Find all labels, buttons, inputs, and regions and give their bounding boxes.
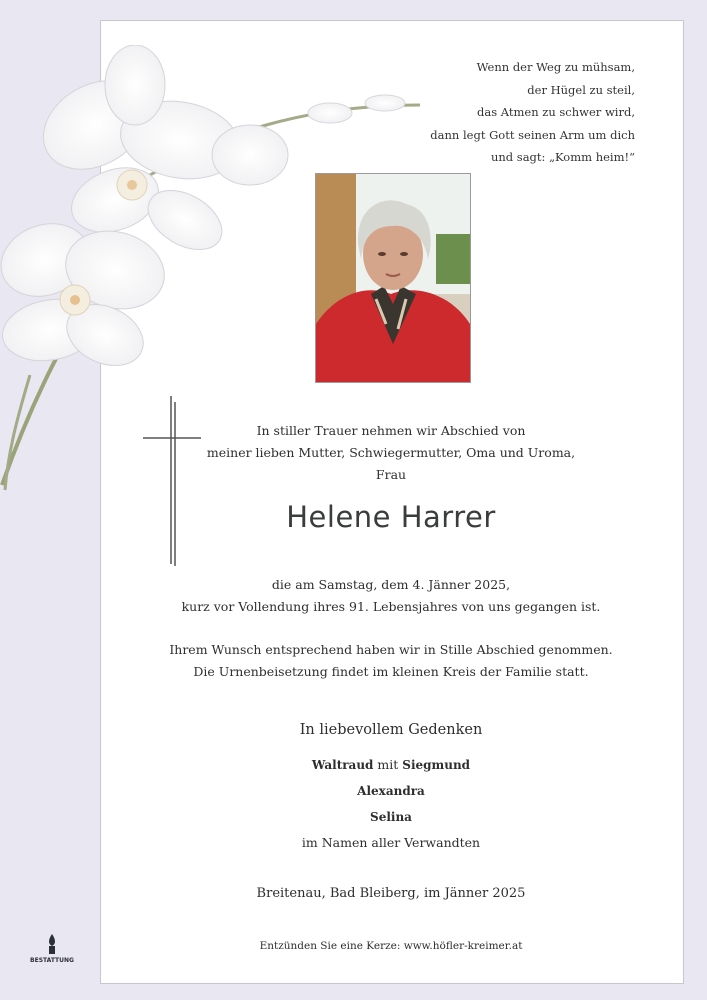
poem-line: und sagt: „Komm heim!“ bbox=[490, 150, 635, 164]
intro-line: Frau bbox=[375, 467, 407, 482]
poem bbox=[335, 56, 635, 169]
mourner-line bbox=[100, 752, 682, 778]
logo-text: BESTATTUNG bbox=[30, 957, 74, 964]
wish-line: Die Urnenbeisetzung findet im kleinen Kreis der Familie statt. bbox=[193, 664, 589, 679]
memory-heading: In liebevollem Gedenken bbox=[299, 722, 483, 738]
poem-line: der Hügel zu steil, bbox=[527, 82, 635, 97]
death-line: kurz vor Vollendung ihres 91. Lebensjahres von uns gegangen ist. bbox=[181, 599, 601, 614]
mourner-conjunction: mit bbox=[373, 757, 403, 772]
funeral-home-logo bbox=[26, 932, 78, 966]
candle-link-text: Entzünden Sie eine Kerze: www.höfler-kreimer.at bbox=[259, 940, 523, 952]
portrait-photo bbox=[315, 173, 471, 383]
mourner-name: Siegmund bbox=[402, 758, 471, 772]
intro-line: meiner lieben Mutter, Schwiegermutter, Oma und Uroma, bbox=[206, 445, 576, 460]
mourner-name: Selina bbox=[370, 810, 412, 824]
death-notice bbox=[100, 574, 682, 618]
poem-line: das Atmen zu schwer wird, bbox=[477, 105, 635, 119]
mourner-line: im Namen aller Verwandten bbox=[301, 835, 481, 850]
place-and-date: Breitenau, Bad Bleiberg, im Jänner 2025 bbox=[256, 886, 526, 901]
poem-line: dann legt Gott seinen Arm um dich bbox=[430, 127, 635, 142]
mourner-name: Alexandra bbox=[357, 784, 425, 798]
announcement-intro bbox=[100, 420, 682, 486]
funeral-note bbox=[100, 639, 682, 683]
death-line: die am Samstag, dem 4. Jänner 2025, bbox=[271, 577, 511, 592]
mourners-list bbox=[100, 752, 682, 856]
intro-line: In stiller Trauer nehmen wir Abschied von bbox=[256, 423, 526, 438]
poem-line: Wenn der Weg zu mühsam, bbox=[476, 60, 635, 74]
deceased-name: Helene Harrer bbox=[286, 500, 496, 534]
wish-line: Ihrem Wunsch entsprechend haben wir in Stille Abschied genommen. bbox=[169, 642, 613, 657]
mourner-name: Waltraud bbox=[311, 758, 374, 772]
